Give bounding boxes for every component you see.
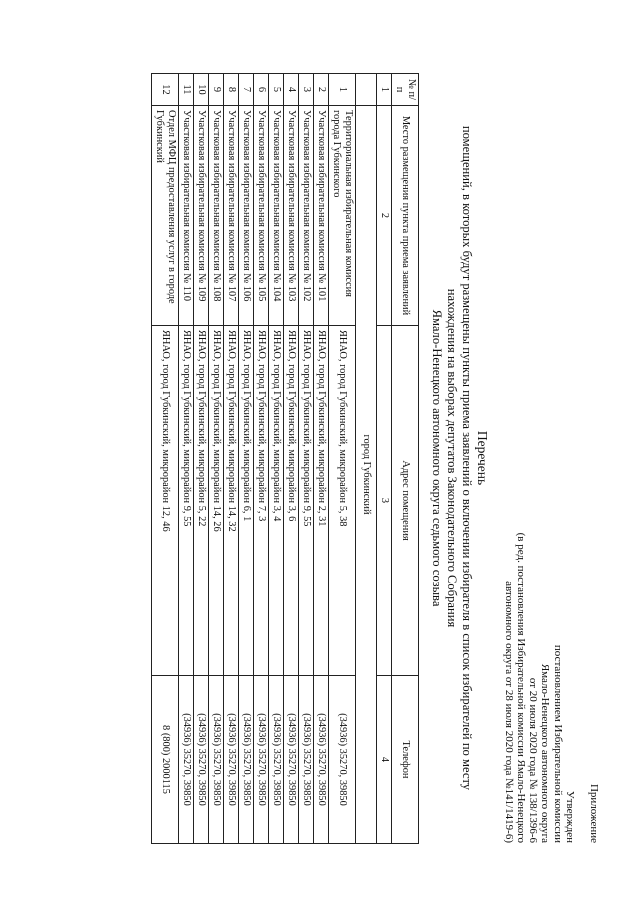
row-address: ЯНАО, город Губкинский, микрорайон 2, 31	[314, 325, 329, 675]
row-phone: (34936) 35270, 39850	[314, 675, 329, 843]
row-address: ЯНАО, город Губкинский, микрорайон 3, 4	[269, 325, 284, 675]
row-phone: (34936) 35270, 39850	[239, 675, 254, 843]
row-place: Участковая избирательная комиссия № 108	[209, 105, 224, 325]
row-address: ЯНАО, город Губкинский, микрорайон 5, 22	[194, 325, 209, 675]
table-row	[152, 73, 179, 843]
table-row	[314, 73, 329, 843]
section-title: город Губкинский	[356, 105, 377, 843]
approval-line: постановлением Избирательной комиссии	[551, 644, 564, 843]
row-place: Участковая избирательная комиссия № 101	[314, 105, 329, 325]
column-index-row	[377, 73, 392, 843]
title-line: Ямало-Ненецкого автономного округа седьмого созыва	[430, 309, 445, 606]
column-index: 2	[377, 105, 392, 325]
row-place: Участковая избирательная комиссия № 106	[239, 105, 254, 325]
row-number: 6	[254, 73, 269, 105]
row-number: 2	[314, 73, 329, 105]
document-page	[10, 3, 630, 903]
approval-line: от 20 июля 2020 года № 138/1396-6	[527, 677, 540, 843]
approval-line: Ямало-Ненецкого автономного округа	[539, 663, 552, 843]
col-header-number: № п/п	[392, 73, 419, 105]
row-place: Участковая избирательная комиссия № 103	[284, 105, 299, 325]
row-phone: (34936) 35270, 39850	[194, 675, 209, 843]
title-line: помещений, в которых будут размещены пункты приема заявлений о включении избирателя в список избирателей по месту	[459, 125, 474, 790]
row-address: ЯНАО, город Губкинский, микрорайон 12, 46	[152, 325, 179, 675]
approval-block	[503, 73, 600, 843]
row-address: ЯНАО, город Губкинский, микрорайон 14, 32	[224, 325, 239, 675]
approval-line: (в ред. постановления Избирательной комиссии Ямало-Ненецкого	[514, 532, 527, 843]
col-header-address: Адрес помещения	[392, 325, 419, 675]
column-index: 4	[377, 675, 392, 843]
approval-line: автономного округа от 28 июля 2020 года №141/1419-6)	[502, 580, 515, 843]
row-place: Участковая избирательная комиссия № 102	[299, 105, 314, 325]
table-row	[329, 73, 356, 843]
row-number: 10	[194, 73, 209, 105]
title-line: нахождения на выборах депутатов Законодательного Собрания	[444, 288, 459, 627]
row-phone: (34936) 35270, 39850	[179, 675, 194, 843]
col-header-phone: Телефон	[392, 675, 419, 843]
table-row	[194, 73, 209, 843]
row-phone: (34936) 35270, 39850	[329, 675, 356, 843]
row-place: Участковая избирательная комиссия № 109	[194, 105, 209, 325]
premises-table	[151, 73, 419, 844]
table-row	[254, 73, 269, 843]
row-place: Территориальная избирательная комиссия города Губкинского	[329, 105, 356, 325]
row-address: ЯНАО, город Губкинский, микрорайон 9, 55	[179, 325, 194, 675]
row-place: Участковая избирательная комиссия № 105	[254, 105, 269, 325]
table-row	[209, 73, 224, 843]
table-row	[224, 73, 239, 843]
row-number: 8	[224, 73, 239, 105]
document-title	[429, 73, 488, 843]
row-number: 1	[329, 73, 356, 105]
row-number: 9	[209, 73, 224, 105]
row-address: ЯНАО, город Губкинский, микрорайон 9, 55	[299, 325, 314, 675]
row-number: 4	[284, 73, 299, 105]
column-index: 1	[377, 73, 392, 105]
row-number: 12	[152, 73, 179, 105]
table-row	[299, 73, 314, 843]
section-empty-cell	[356, 73, 377, 105]
row-address: ЯНАО, город Губкинский, микрорайон 14, 26	[209, 325, 224, 675]
row-number: 11	[179, 73, 194, 105]
col-header-place: Место размещения пункта приема заявлений	[392, 105, 419, 325]
row-phone: (34936) 35270, 39850	[284, 675, 299, 843]
row-phone: (34936) 35270, 39850	[224, 675, 239, 843]
row-number: 3	[299, 73, 314, 105]
row-place: Отдел МФЦ предоставления услуг в городе Губкинский	[152, 105, 179, 325]
row-phone: 8 (800) 2000115	[152, 675, 179, 843]
table-row	[269, 73, 284, 843]
row-number: 7	[239, 73, 254, 105]
row-phone: (34936) 35270, 39850	[209, 675, 224, 843]
row-phone: (34936) 35270, 39850	[299, 675, 314, 843]
section-row	[356, 73, 377, 843]
row-phone: (34936) 35270, 39850	[254, 675, 269, 843]
row-address: ЯНАО, город Губкинский, микрорайон 3, 6	[284, 325, 299, 675]
row-place: Участковая избирательная комиссия № 107	[224, 105, 239, 325]
row-place: Участковая избирательная комиссия № 104	[269, 105, 284, 325]
row-number: 5	[269, 73, 284, 105]
table-row	[284, 73, 299, 843]
spacer	[576, 73, 588, 843]
row-place: Участковая избирательная комиссия № 110	[179, 105, 194, 325]
table-header-row	[392, 73, 419, 843]
column-index: 3	[377, 325, 392, 675]
row-address: ЯНАО, город Губкинский, микрорайон 6, 1	[239, 325, 254, 675]
table-row	[239, 73, 254, 843]
table-row	[179, 73, 194, 843]
row-address: ЯНАО, город Губкинский, микрорайон 7, 3	[254, 325, 269, 675]
appendix-label: Приложение	[588, 783, 600, 843]
row-phone: (34936) 35270, 39850	[269, 675, 284, 843]
approval-line: Утвержден	[563, 790, 576, 843]
row-address: ЯНАО, город Губкинский, микрорайон 5, 38	[329, 325, 356, 675]
title-heading: Перечень	[474, 430, 490, 485]
